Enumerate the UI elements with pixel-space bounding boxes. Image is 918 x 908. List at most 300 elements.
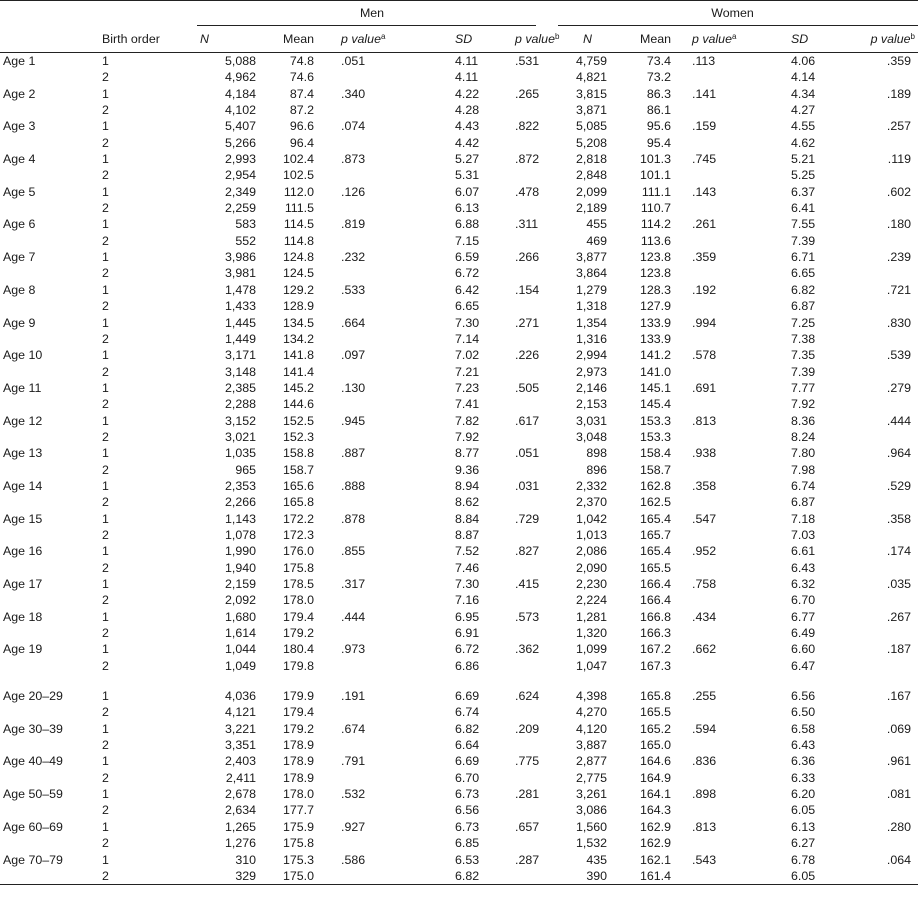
men-p-value-a: .791	[341, 754, 366, 769]
table-row	[0, 560, 918, 576]
women-p-value-a: .691	[692, 380, 717, 395]
age-label-empty	[0, 770, 97, 786]
men-p-value-a: .340	[341, 86, 366, 101]
women-sd-value: 6.13	[791, 819, 816, 834]
men-p-value-a: .097	[341, 348, 366, 363]
women-mean-value: 128.3	[639, 282, 671, 297]
men-sd-value: 7.21	[455, 364, 480, 379]
women-p-value-a: .359	[692, 250, 717, 265]
men-sd-value: 6.42	[455, 282, 480, 297]
women-p-value-b: .721	[886, 282, 911, 297]
men-mean-value: 175.8	[282, 836, 314, 851]
women-sd-header: SD	[789, 26, 851, 53]
women-p-value-a: .543	[692, 852, 717, 867]
women-p-value-b: .830	[886, 315, 911, 330]
birth-order-value: 1	[102, 152, 109, 167]
women-n-value: 2,086	[575, 544, 607, 559]
women-mean-value: 123.8	[639, 266, 671, 281]
women-p-value-b: .081	[886, 787, 911, 802]
men-n-value: 4,184	[224, 86, 256, 101]
men-p-value-b: .415	[515, 577, 540, 591]
table-row	[0, 704, 918, 720]
women-p-value-b: .280	[886, 819, 911, 834]
women-n-value: 2,848	[575, 168, 607, 183]
age-label-empty	[0, 560, 97, 576]
women-mean-value: 165.7	[639, 527, 671, 542]
women-p-value-a: .994	[692, 315, 717, 330]
birth-order-value: 1	[102, 446, 109, 461]
men-n-value: 2,993	[224, 152, 256, 167]
women-n-value: 4,120	[575, 721, 607, 736]
men-mean-value: 178.9	[282, 738, 314, 753]
women-p-value-b: .119	[887, 152, 911, 167]
women-sd-value: 5.25	[791, 168, 816, 183]
men-n-value: 2,385	[224, 380, 256, 395]
birth-order-value: 2	[97, 868, 197, 885]
men-mean-value: 102.4	[282, 152, 314, 167]
women-n-value: 1,318	[575, 299, 607, 314]
women-group-header: Women	[711, 5, 754, 20]
men-sd-value: 6.70	[455, 770, 480, 785]
women-p-value-b: .267	[886, 609, 911, 624]
age-label: Age 60–69	[3, 819, 63, 834]
age-label-empty	[0, 658, 97, 674]
birth-order-value: 2	[102, 70, 109, 85]
age-label: Age 14	[3, 478, 43, 493]
table-row	[0, 835, 918, 851]
table-row	[0, 364, 918, 380]
age-label: Age 19	[3, 642, 43, 657]
table-row	[0, 819, 918, 835]
women-p-value-b: .964	[886, 446, 911, 461]
men-p-value-a: .232	[341, 250, 366, 265]
men-mean-value: 165.6	[282, 478, 314, 493]
women-sd-value: 6.47	[791, 658, 816, 673]
women-sd-value: 6.32	[791, 577, 816, 591]
men-mean-value: 178.0	[282, 593, 314, 608]
men-p-value-b: .209	[515, 721, 540, 736]
age-label: Age 12	[3, 413, 43, 428]
birth-order-value: 1	[102, 689, 109, 704]
men-p-value-a-header: p value$^a$	[333, 26, 425, 53]
women-n-value: 2,099	[575, 184, 607, 199]
age-label: Age 8	[3, 282, 36, 297]
men-mean-value: 102.5	[282, 168, 314, 183]
men-n-value: 1,449	[224, 331, 256, 346]
women-mean-value: 141.2	[639, 348, 671, 363]
women-p-value-b: .167	[886, 689, 911, 704]
women-sd-value: 6.82	[791, 282, 816, 297]
men-sd-value: 9.36	[455, 462, 480, 477]
men-mean-value: 178.5	[282, 577, 314, 591]
women-mean-value: 165.0	[639, 738, 671, 753]
women-sd-value: 7.38	[791, 331, 816, 346]
women-p-value-a: .547	[692, 511, 717, 526]
women-n-value: 1,013	[575, 527, 607, 542]
birth-order-value: 1	[102, 54, 109, 68]
birth-order-value: 1	[102, 544, 109, 559]
men-n-value: 5,266	[224, 135, 256, 150]
men-mean-value: 179.8	[282, 658, 314, 673]
women-p-value-a: .143	[692, 184, 717, 199]
age-label-empty	[0, 200, 97, 216]
age-label: Age 30–39	[3, 721, 63, 736]
birth-order-value: 1	[102, 348, 109, 363]
men-p-value-a: .887	[341, 446, 366, 461]
men-mean-value: 179.4	[282, 705, 314, 720]
men-sd-header: SD	[455, 26, 515, 53]
men-p-value-a: .973	[341, 642, 366, 657]
men-p-value-b: .226	[515, 348, 540, 363]
women-p-value-a: .662	[692, 642, 717, 657]
men-p-value-a: .130	[341, 380, 366, 395]
birth-order-value: 2	[102, 462, 109, 477]
men-p-value-b: .657	[515, 819, 540, 834]
women-sd-value: 6.74	[791, 478, 816, 493]
group-spacer	[0, 674, 918, 688]
birth-order-value: 1	[102, 380, 109, 395]
men-p-value-a: .126	[341, 184, 366, 199]
table-row	[0, 53, 918, 70]
women-n-value: 4,821	[575, 70, 607, 85]
men-sd-value: 6.69	[455, 689, 480, 704]
men-sd-value: 6.59	[455, 250, 480, 265]
men-n-value: 4,121	[224, 705, 256, 720]
table-row	[0, 478, 918, 494]
table-row	[0, 167, 918, 183]
men-n-value: 1,044	[224, 642, 256, 657]
women-mean-value: 164.1	[639, 787, 671, 802]
age-label-empty	[0, 835, 97, 851]
women-sd-value: 5.21	[791, 152, 816, 167]
age-label: Age 2	[3, 86, 36, 101]
men-mean-value: 141.8	[282, 348, 314, 363]
men-n-value: 3,021	[224, 429, 256, 444]
men-mean-value: 129.2	[282, 282, 314, 297]
men-p-value-a: .664	[341, 315, 366, 330]
age-label-empty	[0, 868, 97, 885]
men-mean-value: 179.4	[282, 609, 314, 624]
table-row	[0, 380, 918, 396]
women-p-value-a: .358	[692, 478, 717, 493]
women-sd-value: 6.49	[791, 626, 816, 641]
women-sd-value: 6.41	[791, 201, 816, 216]
birth-order-value: 2	[102, 836, 109, 851]
birth-order-value: 2	[102, 626, 109, 641]
men-sd-value: 4.11	[455, 70, 479, 85]
table-row	[0, 641, 918, 657]
men-sd-value: 7.82	[455, 413, 480, 428]
women-p-value-b: .189	[886, 86, 911, 101]
men-mean-value: 172.3	[282, 527, 314, 542]
women-mean-value: 162.9	[639, 819, 671, 834]
age-label: Age 4	[3, 152, 36, 167]
women-n-value: 1,316	[575, 331, 607, 346]
women-sd-value: 6.36	[791, 754, 816, 769]
men-mean-value: 178.0	[282, 787, 314, 802]
women-p-value-b: .069	[886, 721, 911, 736]
women-n-value: 2,370	[575, 495, 607, 510]
men-p-value-b-header: p value$^b$	[515, 26, 547, 53]
age-label: Age 13	[3, 446, 43, 461]
women-sd-value: 6.05	[791, 803, 816, 818]
age-label: Age 7	[3, 250, 36, 265]
men-mean-value: 128.9	[282, 299, 314, 314]
men-p-value-a: .927	[341, 819, 366, 834]
women-sd-value: 7.18	[791, 511, 816, 526]
women-sd-value: 6.61	[791, 544, 816, 559]
men-p-value-a: .873	[341, 152, 366, 167]
table-row	[0, 249, 918, 265]
women-p-value-b: .529	[886, 478, 911, 493]
birth-order-value: 2	[102, 168, 109, 183]
women-mean-value: 166.3	[639, 626, 671, 641]
table-row	[0, 852, 918, 868]
age-label-empty	[0, 331, 97, 347]
men-n-value: 1,478	[224, 282, 256, 297]
women-sd-value: 4.27	[791, 103, 816, 118]
women-n-value: 1,279	[575, 282, 607, 297]
birth-order-value: 2	[102, 266, 109, 281]
women-mean-value: 95.4	[646, 135, 671, 150]
men-sd-value: 8.77	[455, 446, 480, 461]
women-n-value: 2,090	[575, 560, 607, 575]
men-n-value: 1,433	[224, 299, 256, 314]
birth-order-value: 2	[102, 738, 109, 753]
men-p-value-b: .827	[515, 544, 540, 559]
men-n-value: 1,990	[224, 544, 256, 559]
men-p-value-a: .074	[341, 119, 366, 134]
women-p-value-a: .745	[692, 152, 717, 167]
men-group-header: Men	[359, 5, 385, 20]
women-sd-value: 8.36	[791, 413, 816, 428]
women-p-value-a: .141	[692, 86, 717, 101]
men-n-value: 3,986	[224, 250, 256, 265]
birth-order-value: 2	[102, 233, 109, 248]
women-n-value: 3,877	[575, 250, 607, 265]
women-sd-value: 7.35	[791, 348, 816, 363]
birth-order-value: 2	[102, 331, 109, 346]
birth-order-value: 2	[102, 527, 109, 542]
women-mean-value: 165.4	[639, 511, 671, 526]
women-mean-value: 133.9	[639, 315, 671, 330]
women-p-value-a: .255	[692, 689, 717, 704]
women-p-value-b: .187	[886, 642, 911, 657]
men-p-value-b: .573	[515, 609, 540, 624]
age-label: Age 15	[3, 511, 43, 526]
women-mean-value: 111.1	[641, 184, 671, 199]
men-sd-value: 7.16	[455, 593, 480, 608]
men-sd-value: 7.15	[455, 233, 480, 248]
men-p-value-b: .266	[515, 250, 540, 265]
men-n-value: 3,152	[224, 413, 256, 428]
table-row	[0, 737, 918, 753]
birth-order-value: 1	[102, 184, 109, 199]
women-n-value: 2,332	[575, 478, 607, 493]
men-p-value-b: .822	[515, 119, 540, 134]
age-label: Age 70–79	[3, 852, 63, 867]
men-p-value-a: .444	[341, 609, 366, 624]
table-row	[0, 445, 918, 461]
men-n-value: 1,680	[224, 609, 256, 624]
women-n-value: 1,042	[575, 511, 607, 526]
men-p-value-a: .586	[341, 852, 366, 867]
men-sd-value: 8.87	[455, 527, 480, 542]
women-n-value: 1,560	[575, 819, 607, 834]
table-row	[0, 527, 918, 543]
women-mean-value: 162.5	[639, 495, 671, 510]
men-n-value: 4,962	[224, 70, 256, 85]
table-row	[0, 216, 918, 232]
women-p-value-b: .174	[886, 544, 911, 559]
birth-order-value: 1	[102, 315, 109, 330]
women-sd-value: 7.25	[791, 315, 816, 330]
women-p-value-b: .279	[886, 380, 911, 395]
men-mean-value: 158.8	[282, 446, 314, 461]
women-p-value-b: .239	[886, 250, 911, 265]
men-mean-value: 178.9	[282, 770, 314, 785]
men-n-value: 2,288	[224, 397, 256, 412]
men-sd-value: 6.53	[455, 852, 480, 867]
women-mean-value: 162.8	[639, 478, 671, 493]
men-n-value: 1,035	[224, 446, 256, 461]
table-row	[0, 86, 918, 102]
women-p-value-a: .898	[692, 787, 717, 802]
men-mean-value: 74.8	[289, 54, 314, 68]
men-mean-value: 165.8	[282, 495, 314, 510]
women-n-value: 4,398	[575, 689, 607, 704]
women-mean-value: 73.2	[646, 70, 671, 85]
birth-order-value: 2	[102, 770, 109, 785]
women-p-value-a: .159	[692, 119, 717, 134]
men-mean-value: 172.2	[282, 511, 314, 526]
women-n-value: 3,871	[575, 103, 607, 118]
men-p-value-b: .729	[515, 511, 540, 526]
age-label: Age 6	[3, 217, 36, 232]
age-label-empty	[0, 704, 97, 720]
women-n-value: 3,815	[575, 86, 607, 101]
men-p-value-b: .281	[515, 787, 540, 802]
age-label: Age 50–59	[3, 787, 63, 802]
age-label: Age 20–29	[3, 689, 63, 704]
table-row	[0, 298, 918, 314]
age-label-empty	[0, 802, 97, 818]
men-mean-value: 178.9	[282, 754, 314, 769]
women-sd-value: 6.71	[791, 250, 816, 265]
men-n-value: 2,403	[224, 754, 256, 769]
women-n-value: 5,208	[575, 135, 607, 150]
age-label-empty	[0, 102, 97, 118]
men-mean-value: 179.2	[282, 721, 314, 736]
men-mean-value: 124.8	[282, 250, 314, 265]
men-sd-value: 6.13	[455, 201, 480, 216]
women-mean-value: 158.7	[639, 462, 671, 477]
women-n-value: 2,230	[575, 577, 607, 591]
table-row	[0, 688, 918, 704]
women-mean-value: 145.1	[639, 380, 671, 395]
women-sd-value: 7.92	[791, 397, 816, 412]
women-p-value-a: .434	[692, 609, 717, 624]
men-p-value-a: .674	[341, 721, 366, 736]
birth-order-value: 1	[102, 787, 109, 802]
men-p-value-b: .872	[515, 152, 540, 167]
women-sd-value: 6.27	[791, 836, 816, 851]
men-n-value: 1,265	[224, 819, 256, 834]
men-sd-value: 5.31	[455, 168, 480, 183]
men-mean-value: 175.9	[282, 819, 314, 834]
women-mean-value: 86.1	[646, 103, 671, 118]
men-n-value: 3,981	[224, 266, 256, 281]
women-p-value-a: .594	[692, 721, 717, 736]
age-label-empty	[0, 737, 97, 753]
table-row	[0, 721, 918, 737]
women-n-value: 469	[586, 233, 607, 248]
women-sd-value: 6.65	[791, 266, 816, 281]
women-n-value: 896	[586, 462, 607, 477]
women-mean-header: Mean	[610, 26, 674, 53]
men-n-value: 2,259	[224, 201, 256, 216]
birth-order-value: 2	[102, 103, 109, 118]
men-mean-header: Mean	[259, 26, 317, 53]
men-n-value: 2,092	[224, 593, 256, 608]
table-row	[0, 511, 918, 527]
men-p-value-b: .505	[515, 380, 540, 395]
women-sd-value: 4.14	[791, 70, 816, 85]
men-sd-value: 7.52	[455, 544, 480, 559]
men-p-value-a: .888	[341, 478, 366, 493]
birth-order-value: 2	[102, 299, 109, 314]
women-mean-value: 165.5	[639, 560, 671, 575]
age-label-empty	[0, 527, 97, 543]
table-row	[0, 184, 918, 200]
women-n-value: 3,887	[575, 738, 607, 753]
table-body	[0, 53, 918, 885]
men-p-value-a: .855	[341, 544, 366, 559]
age-label-empty	[0, 396, 97, 412]
women-mean-value: 95.6	[646, 119, 671, 134]
women-n-value: 2,818	[575, 152, 607, 167]
table-row	[0, 282, 918, 298]
men-n-value: 1,143	[224, 511, 256, 526]
birth-order-value: 1	[102, 642, 109, 657]
table-row	[0, 233, 918, 249]
men-n-value: 4,102	[224, 103, 256, 118]
women-mean-value: 133.9	[639, 331, 671, 346]
men-n-value: 2,678	[224, 787, 256, 802]
women-sd-value: 7.98	[791, 462, 816, 477]
table-row	[0, 494, 918, 510]
women-n-value: 1,354	[575, 315, 607, 330]
women-mean-value: 101.1	[639, 168, 671, 183]
men-mean-value: 144.6	[282, 397, 314, 412]
age-label-empty	[0, 429, 97, 445]
birth-order-value: 2	[102, 705, 109, 720]
women-mean-value: 165.2	[639, 721, 671, 736]
men-mean-value: 179.9	[282, 689, 314, 704]
age-label-empty	[0, 233, 97, 249]
men-p-value-b: .617	[515, 413, 540, 428]
men-mean-value: 96.6	[289, 119, 314, 134]
women-sd-value: 6.33	[791, 770, 816, 785]
men-sd-value: 6.82	[455, 868, 515, 885]
men-sd-value: 4.22	[455, 86, 480, 101]
birth-order-value: 1	[102, 819, 109, 834]
birth-order-value: 2	[102, 201, 109, 216]
men-n-value: 329	[197, 868, 259, 885]
women-n-value: 898	[586, 446, 607, 461]
men-n-value: 1,078	[224, 527, 256, 542]
men-n-value: 3,351	[224, 738, 256, 753]
